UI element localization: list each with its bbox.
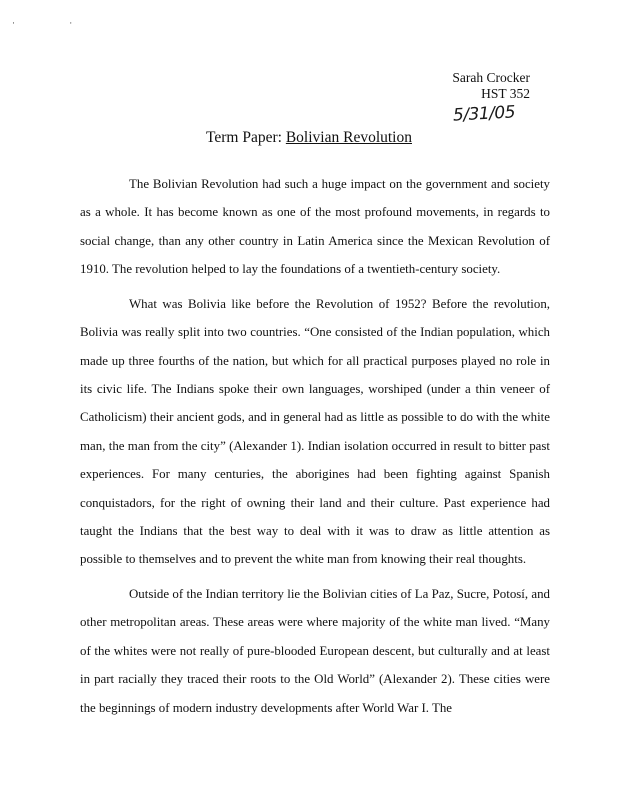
handwritten-date: 5/31/05 (452, 102, 516, 126)
page-title (0, 129, 618, 147)
author-name: Sarah Crocker (452, 70, 530, 85)
paper-body (80, 170, 550, 722)
course-code: HST 352 (481, 86, 530, 101)
title-subject: Bolivian Revolution (285, 129, 412, 146)
paragraph-2: What was Bolivia like before the Revolution of 1952? Before the revolution, Bolivia was really split into two countries. “One consisted of the Indian population, which made up three fourths of the nation, but which for all practical purposes played no role in its civic life. The Indians spoke their own languages, worshiped (under a thin veneer of Catholicism) their ancient gods, and in general had as little as possible to do with the white man, the man from the city” (Alexander 1). Indian isolation occurred in result to bitter past experiences. For many centuries, the aborigines had been fighting against Spanish conquistadors, for the right of owning their land and their culture. Past experience had taught the Indians that the best way to deal with it was to draw as little attention as possible to themselves and to prevent the white man from knowing their real thoughts. (80, 296, 550, 567)
scan-speck-marks: · · (12, 18, 99, 28)
paragraph-3: Outside of the Indian territory lie the Bolivian cities of La Paz, Sucre, Potosí, and other metropolitan areas. These areas were where majority of the white man lived. “Many of the whites were not really of pure-blooded European descent, but culturally and at least in part racially they traced their roots to the Old World” (Alexander 2). These cities were the beginnings of modern industry developments after World War I. The (80, 587, 550, 715)
paragraph-1: The Bolivian Revolution had such a huge impact on the government and society as a whole. It has become known as one of the most profound movements, in regards to social change, than any other country in Latin America since the Mexican Revolution of 1910. The revolution helped to lay the foundations of a twentieth-century society. (80, 177, 550, 277)
title-prefix: Term Paper: (206, 129, 286, 146)
author-header (452, 70, 530, 102)
